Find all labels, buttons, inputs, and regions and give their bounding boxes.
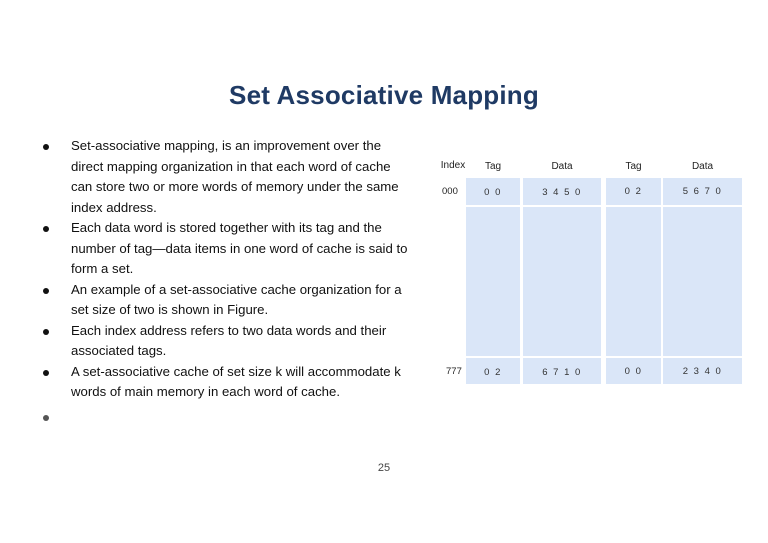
data1-cell bbox=[523, 207, 601, 356]
data1-header: Data bbox=[551, 161, 573, 172]
index-header: Index bbox=[440, 160, 466, 171]
bullet-item bbox=[40, 362, 410, 403]
tag-value: 0 0 bbox=[484, 187, 502, 198]
bullet-item bbox=[40, 280, 410, 321]
bullet-text: A set-associative cache of set size k will accommodate k words of main memory in each word of cache. bbox=[71, 363, 401, 399]
data-value: 3 4 5 0 bbox=[542, 187, 582, 198]
index-value: 777 bbox=[446, 366, 462, 377]
bullet-dot bbox=[43, 288, 49, 294]
bullet-list bbox=[40, 136, 410, 427]
tag-value: 0 2 bbox=[484, 367, 502, 378]
slide-title: Set Associative Mapping bbox=[229, 80, 539, 110]
bullet-item bbox=[40, 136, 410, 218]
bullet-dot bbox=[43, 370, 49, 376]
tag1-cell bbox=[466, 207, 520, 356]
bullet-dot bbox=[43, 226, 49, 232]
bullet-item-empty bbox=[40, 407, 410, 428]
bullet-dot bbox=[43, 415, 49, 421]
tag2-cell bbox=[606, 207, 661, 356]
bullet-item bbox=[40, 218, 410, 280]
data2-header: Data bbox=[691, 161, 714, 172]
bullet-dot bbox=[43, 329, 49, 335]
bullet-text: An example of a set-associative cache organization for a set size of two is shown in Figure. bbox=[71, 281, 402, 317]
data-value: 2 3 4 0 bbox=[682, 366, 723, 377]
index-value: 000 bbox=[442, 186, 458, 197]
data-value: 6 7 1 0 bbox=[542, 367, 582, 378]
bullet-text: Set-associative mapping, is an improvement over the direct mapping organization in that each word of cache can store two or more words of memory under the same index address. bbox=[71, 138, 399, 215]
bullet-text: Each data word is stored together with its tag and the number of tag—data items in one word of cache is said to form a set. bbox=[71, 220, 408, 276]
bullet-dot bbox=[43, 144, 49, 150]
tag-value: 0 2 bbox=[624, 186, 643, 197]
tag-value: 0 0 bbox=[624, 366, 643, 377]
bullet-text: Each index address refers to two data words and their associated tags. bbox=[71, 322, 387, 358]
page-number: 25 bbox=[377, 462, 391, 474]
data2-cell bbox=[663, 207, 742, 356]
bullet-item bbox=[40, 321, 410, 362]
tag2-header: Tag bbox=[625, 161, 642, 172]
data-value: 5 6 7 0 bbox=[682, 186, 723, 197]
tag1-header: Tag bbox=[484, 161, 502, 172]
